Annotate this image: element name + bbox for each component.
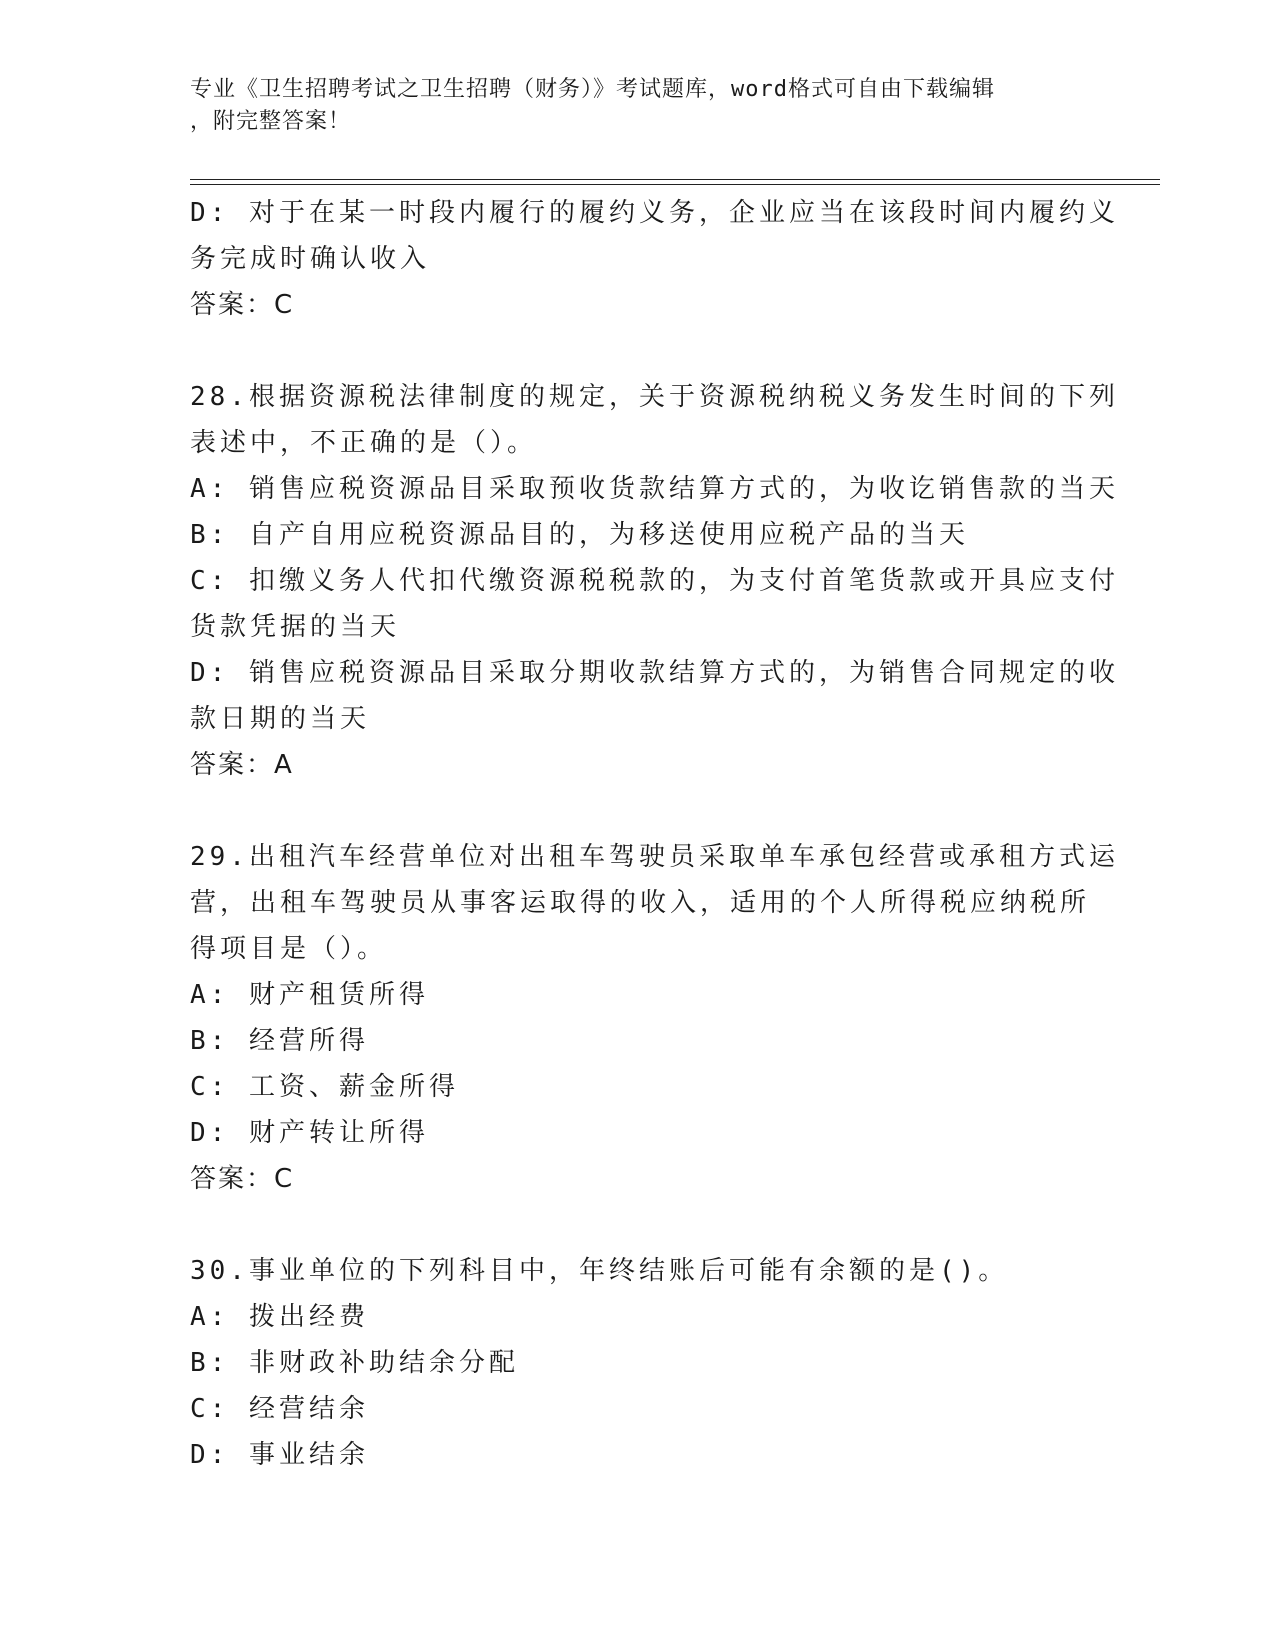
q28-stem-line-2: 表述中，不正确的是（）。 bbox=[190, 428, 538, 458]
q28-option-a: A: 销售应税资源品目采取预收货款结算方式的，为收讫销售款的当天 bbox=[190, 474, 1119, 504]
q28-option-d-line-2: 款日期的当天 bbox=[190, 704, 371, 734]
q29-stem-line-1: 29.出租汽车经营单位对出租车驾驶员采取单车承包经营或承租方式运 bbox=[190, 842, 1119, 872]
q30-option-b: B: 非财政补助结余分配 bbox=[190, 1348, 519, 1378]
q29-stem-line-3: 得项目是（）。 bbox=[190, 934, 388, 964]
spacer bbox=[190, 328, 1090, 374]
header-divider-top bbox=[190, 179, 1160, 180]
q29-stem-line-2: 营，出租车驾驶员从事客运取得的收入，适用的个人所得税应纳税所 bbox=[190, 888, 1091, 918]
document-header bbox=[190, 74, 1080, 138]
q29-answer: 答案：C bbox=[190, 1164, 295, 1194]
q29-option-c: C: 工资、薪金所得 bbox=[190, 1072, 459, 1102]
q29-option-b: B: 经营所得 bbox=[190, 1026, 369, 1056]
q28-option-c-line-2: 货款凭据的当天 bbox=[190, 612, 401, 642]
question-29 bbox=[190, 834, 1119, 1202]
header-line-2: ，附完整答案！ bbox=[190, 109, 352, 134]
spacer bbox=[190, 788, 1090, 834]
q27-answer: 答案：C bbox=[190, 290, 295, 320]
q28-stem-line-1: 28.根据资源税法律制度的规定，关于资源税纳税义务发生时间的下列 bbox=[190, 382, 1119, 412]
header-divider-bottom bbox=[190, 184, 1160, 185]
q30-stem: 30.事业单位的下列科目中，年终结账后可能有余额的是()。 bbox=[190, 1256, 1009, 1286]
question-30 bbox=[190, 1248, 1090, 1478]
q28-option-d-line-1: D: 销售应税资源品目采取分期收款结算方式的，为销售合同规定的收 bbox=[190, 658, 1119, 688]
q27-option-d-line-2: 务完成时确认收入 bbox=[190, 244, 431, 274]
header-line-1: 专业《卫生招聘考试之卫生招聘（财务）》考试题库，word格式可自由下载编辑 bbox=[190, 77, 995, 102]
question-27-tail bbox=[190, 190, 1119, 328]
q28-option-c-line-1: C: 扣缴义务人代扣代缴资源税税款的，为支付首笔货款或开具应支付 bbox=[190, 566, 1119, 596]
q27-option-d-line-1: D: 对于在某一时段内履行的履约义务，企业应当在该段时间内履约义 bbox=[190, 198, 1119, 228]
q30-option-c: C: 经营结余 bbox=[190, 1394, 369, 1424]
q29-option-a: A: 财产租赁所得 bbox=[190, 980, 429, 1010]
q30-option-d: D: 事业结余 bbox=[190, 1440, 369, 1470]
q30-option-a: A: 拨出经费 bbox=[190, 1302, 369, 1332]
question-content bbox=[190, 190, 1119, 1478]
q28-option-b: B: 自产自用应税资源品目的，为移送使用应税产品的当天 bbox=[190, 520, 969, 550]
q28-answer: 答案：A bbox=[190, 750, 294, 780]
question-28 bbox=[190, 374, 1119, 788]
q29-option-d: D: 财产转让所得 bbox=[190, 1118, 429, 1148]
spacer bbox=[190, 1202, 1090, 1248]
